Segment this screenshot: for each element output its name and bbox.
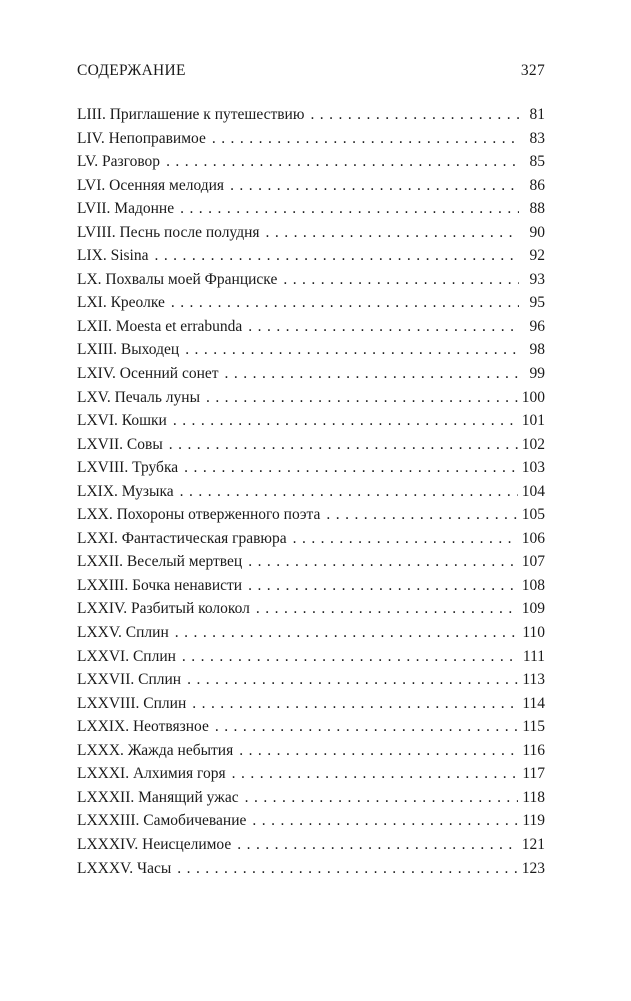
toc-entry-title: LXXXII. Манящий ужас bbox=[77, 788, 239, 806]
dot-leader bbox=[245, 786, 519, 810]
dot-leader bbox=[248, 315, 519, 339]
toc-entry bbox=[77, 127, 545, 151]
toc-entry bbox=[77, 268, 545, 292]
dot-leader bbox=[248, 574, 518, 598]
toc-entry-title: LVII. Мадонне bbox=[77, 200, 175, 218]
toc-entry-title: LXXXIII. Самобичевание bbox=[77, 812, 247, 830]
toc-entry-title: LXXVII. Сплин bbox=[77, 671, 182, 689]
dot-leader bbox=[293, 527, 518, 551]
dot-leader bbox=[169, 433, 518, 457]
toc-entry-page: 88 bbox=[529, 200, 545, 218]
toc-entry-title: LXII. Moesta et errabunda bbox=[77, 317, 243, 335]
dot-leader bbox=[256, 597, 518, 621]
dot-leader bbox=[232, 762, 519, 786]
dot-leader bbox=[215, 715, 518, 739]
toc-entry-page: 107 bbox=[521, 553, 545, 571]
dot-leader bbox=[326, 503, 517, 527]
book-page bbox=[77, 0, 545, 1001]
toc-entry bbox=[77, 621, 545, 645]
dot-leader bbox=[239, 739, 518, 763]
toc-entry-page: 109 bbox=[521, 600, 545, 618]
toc-entry bbox=[77, 362, 545, 386]
toc-entry-title: LIV. Непоправимое bbox=[77, 129, 206, 147]
toc-entry bbox=[77, 833, 545, 857]
toc-entry-title: LXXI. Фантастическая гравюра bbox=[77, 529, 287, 547]
toc-entry-page: 90 bbox=[529, 223, 545, 241]
toc-entry-title: LIX. Sisina bbox=[77, 247, 149, 265]
toc-entry bbox=[77, 409, 545, 433]
toc-entry bbox=[77, 221, 545, 245]
toc-entry-title: LXIX. Музыка bbox=[77, 482, 174, 500]
toc-entry-page: 92 bbox=[529, 247, 545, 265]
section-title: СОДЕРЖАНИЕ bbox=[77, 62, 186, 79]
toc-entry-title: LXXX. Жажда небытия bbox=[77, 741, 234, 759]
toc-entry bbox=[77, 480, 545, 504]
dot-leader bbox=[187, 668, 518, 692]
toc-entry bbox=[77, 692, 545, 716]
toc-entry bbox=[77, 527, 545, 551]
dot-leader bbox=[237, 833, 518, 857]
toc-entry-page: 111 bbox=[522, 647, 545, 665]
toc-entry-title: LXIII. Выходец bbox=[77, 341, 180, 359]
toc-entry-page: 81 bbox=[529, 106, 545, 123]
toc-entry-title: LVIII. Песнь после полудня bbox=[77, 223, 260, 241]
toc-entry-page: 116 bbox=[522, 741, 545, 759]
toc-entry-title: LXXXIV. Неисцелимое bbox=[77, 835, 232, 853]
dot-leader bbox=[225, 362, 519, 386]
toc-entry-title: LXXIII. Бочка ненависти bbox=[77, 576, 243, 594]
toc-entry-title: LX. Похвалы моей Франциске bbox=[77, 270, 278, 288]
toc-entry bbox=[77, 244, 545, 268]
toc-entry-page: 103 bbox=[521, 459, 545, 477]
dot-leader bbox=[184, 456, 518, 480]
toc-entry-page: 85 bbox=[529, 153, 545, 171]
dot-leader bbox=[212, 127, 519, 151]
toc-entry-title: LXXV. Сплин bbox=[77, 624, 169, 642]
toc-entry bbox=[77, 739, 545, 763]
toc-entry bbox=[77, 386, 545, 410]
dot-leader bbox=[182, 645, 519, 669]
toc-entry-title: LXV. Печаль луны bbox=[77, 388, 200, 406]
page-number: 327 bbox=[520, 62, 545, 79]
toc-entry-title: LXVI. Кошки bbox=[77, 412, 167, 430]
toc-entry-title: LXXVI. Сплин bbox=[77, 647, 176, 665]
toc-entry-page: 95 bbox=[529, 294, 545, 312]
dot-leader bbox=[252, 809, 518, 833]
toc-entry-title: LIII. Приглашение к путешествию bbox=[77, 106, 305, 123]
toc-entry-title: LXXXI. Алхимия горя bbox=[77, 765, 226, 783]
toc-entry-page: 115 bbox=[522, 718, 545, 736]
toc-entry bbox=[77, 150, 545, 174]
dot-leader bbox=[175, 621, 519, 645]
toc-entry-title: LXXIX. Неотвязное bbox=[77, 718, 209, 736]
toc-entry bbox=[77, 315, 545, 339]
toc-entry-title: LXXII. Веселый мертвец bbox=[77, 553, 243, 571]
toc-entry-page: 98 bbox=[529, 341, 545, 359]
toc-entry-title: LXXIV. Разбитый колокол bbox=[77, 600, 250, 618]
dot-leader bbox=[192, 692, 518, 716]
dot-leader bbox=[171, 291, 519, 315]
toc-entry-page: 83 bbox=[529, 129, 545, 147]
toc-entry bbox=[77, 174, 545, 198]
toc-entry bbox=[77, 338, 545, 362]
toc-entry bbox=[77, 503, 545, 527]
toc-entry bbox=[77, 857, 545, 881]
dot-leader bbox=[166, 150, 519, 174]
dot-leader bbox=[185, 338, 519, 362]
toc-entry bbox=[77, 291, 545, 315]
toc-entry-page: 93 bbox=[529, 270, 545, 288]
toc-entry-page: 113 bbox=[522, 671, 545, 689]
dot-leader bbox=[206, 386, 518, 410]
toc-entry-title: LXVII. Совы bbox=[77, 435, 163, 453]
toc-entry bbox=[77, 762, 545, 786]
dot-leader bbox=[180, 480, 518, 504]
toc-entry bbox=[77, 103, 545, 127]
toc-entry-title: LXXXV. Часы bbox=[77, 859, 172, 877]
dot-leader bbox=[248, 550, 518, 574]
toc-entry-page: 102 bbox=[521, 435, 545, 453]
toc-entry-title: LVI. Осенняя мелодия bbox=[77, 176, 225, 194]
table-of-contents bbox=[77, 103, 545, 880]
toc-entry-page: 123 bbox=[521, 859, 545, 877]
toc-entry-page: 117 bbox=[522, 765, 545, 783]
toc-entry-page: 121 bbox=[521, 835, 545, 853]
toc-entry bbox=[77, 456, 545, 480]
toc-entry-page: 86 bbox=[529, 176, 545, 194]
dot-leader bbox=[173, 409, 518, 433]
toc-entry bbox=[77, 645, 545, 669]
toc-entry-page: 119 bbox=[522, 812, 545, 830]
dot-leader bbox=[310, 103, 519, 127]
toc-entry bbox=[77, 668, 545, 692]
dot-leader bbox=[154, 244, 519, 268]
toc-entry bbox=[77, 197, 545, 221]
toc-entry-title: LV. Разговор bbox=[77, 153, 161, 171]
running-header bbox=[77, 62, 545, 84]
toc-entry-page: 108 bbox=[521, 576, 545, 594]
toc-entry-title: LXVIII. Трубка bbox=[77, 459, 179, 477]
toc-entry-page: 99 bbox=[529, 365, 545, 383]
toc-entry-title: LXIV. Осенний сонет bbox=[77, 365, 219, 383]
toc-entry-title: LXXVIII. Сплин bbox=[77, 694, 187, 712]
dot-leader bbox=[230, 174, 519, 198]
toc-entry bbox=[77, 433, 545, 457]
dot-leader bbox=[177, 857, 518, 881]
dot-leader bbox=[266, 221, 519, 245]
toc-entry bbox=[77, 550, 545, 574]
toc-entry bbox=[77, 597, 545, 621]
toc-entry-page: 104 bbox=[521, 482, 545, 500]
toc-entry-page: 110 bbox=[522, 624, 545, 642]
toc-entry-page: 114 bbox=[522, 694, 545, 712]
toc-entry-page: 105 bbox=[521, 506, 545, 524]
toc-entry bbox=[77, 809, 545, 833]
toc-entry-page: 106 bbox=[521, 529, 545, 547]
toc-entry bbox=[77, 715, 545, 739]
toc-entry-title: LXI. Креолке bbox=[77, 294, 165, 312]
toc-entry-page: 118 bbox=[522, 788, 545, 806]
toc-entry-page: 96 bbox=[529, 317, 545, 335]
dot-leader bbox=[180, 197, 519, 221]
toc-entry-title: LXX. Похороны отверженного поэта bbox=[77, 506, 321, 524]
toc-entry-page: 101 bbox=[521, 412, 545, 430]
toc-entry-page: 100 bbox=[521, 388, 545, 406]
dot-leader bbox=[283, 268, 519, 292]
toc-entry bbox=[77, 574, 545, 598]
toc-entry bbox=[77, 786, 545, 810]
